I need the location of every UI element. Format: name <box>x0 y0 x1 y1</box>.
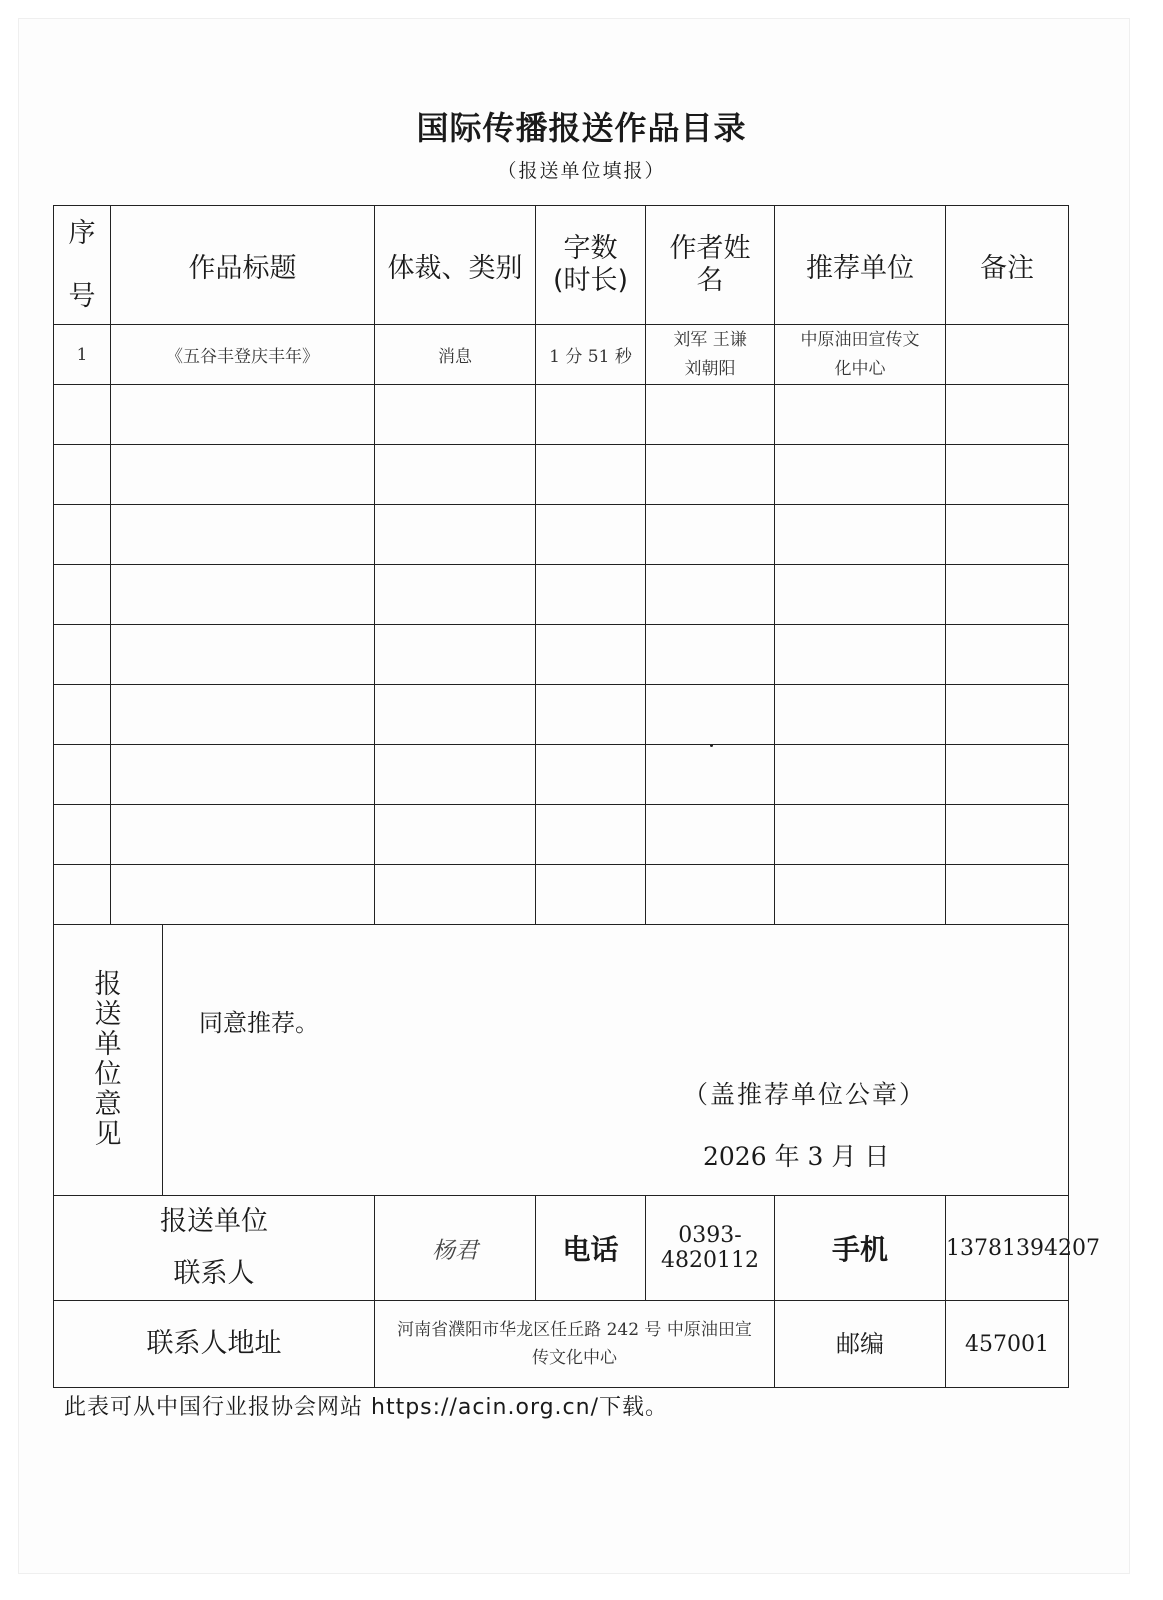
mobile-value: 13781394207 <box>946 1196 1069 1301</box>
table-row-empty <box>54 625 1069 685</box>
cell-genre: 消息 <box>375 325 536 385</box>
header-recommender: 推荐单位 <box>775 206 946 325</box>
postcode-value: 457001 <box>946 1301 1069 1388</box>
table-header-row <box>54 206 1069 325</box>
table-row-empty <box>54 445 1069 505</box>
footer-note: 此表可从中国行业报协会网站 https://acin.org.cn/下载。 <box>64 1395 669 1420</box>
header-genre: 体裁、类别 <box>375 206 536 325</box>
address-label: 联系人地址 <box>54 1301 375 1388</box>
cell-work-title: 《五谷丰登庆丰年》 <box>111 325 375 385</box>
header-index: 序 号 <box>54 206 111 325</box>
address-value: 河南省濮阳市华龙区任丘路 242 号 中原油田宣 传文化中心 <box>375 1301 775 1388</box>
header-author: 作者姓 名 <box>646 206 775 325</box>
cell-recommender: 中原油田宣传文 化中心 <box>775 325 946 385</box>
table-row-empty <box>54 505 1069 565</box>
header-work-title: 作品标题 <box>111 206 375 325</box>
opinion-row <box>54 925 1069 1196</box>
opinion-label: 报 送 单 位 意 见 <box>54 925 163 1196</box>
header-length: 字数 (时长) <box>536 206 646 325</box>
address-row <box>54 1301 1069 1388</box>
contact-name: 杨君 <box>375 1196 536 1301</box>
cell-length: 1 分 51 秒 <box>536 325 646 385</box>
cell-author: 刘军 王谦 刘朝阳 <box>646 325 775 385</box>
table-row-empty <box>54 385 1069 445</box>
works-table <box>53 205 1100 1388</box>
table-row-empty <box>54 685 1069 745</box>
table-row <box>54 325 1069 385</box>
phone-label: 电话 <box>536 1196 646 1301</box>
contact-row <box>54 1196 1069 1301</box>
table-row-empty <box>54 805 1069 865</box>
cell-index: 1 <box>54 325 111 385</box>
mobile-label: 手机 <box>775 1196 946 1301</box>
document-subtitle: （报送单位填报） <box>497 160 666 182</box>
contact-label: 报送单位 联系人 <box>54 1196 375 1301</box>
table-row-empty <box>54 865 1069 925</box>
postcode-label: 邮编 <box>775 1301 946 1388</box>
opinion-content <box>163 925 1069 1196</box>
header-remarks: 备注 <box>946 206 1069 325</box>
opinion-text: 同意推荐。 <box>199 1009 319 1037</box>
stamp-note: （盖推荐单位公章） <box>683 1080 927 1109</box>
table-row-empty <box>54 745 1069 805</box>
opinion-date: 2026 年 3 月 日 <box>703 1142 890 1171</box>
scan-speck <box>710 744 713 747</box>
phone-value: 0393-4820112 <box>646 1196 775 1301</box>
table-row-empty <box>54 565 1069 625</box>
document-title: 国际传播报送作品目录 <box>416 109 747 147</box>
cell-remarks <box>946 325 1069 385</box>
